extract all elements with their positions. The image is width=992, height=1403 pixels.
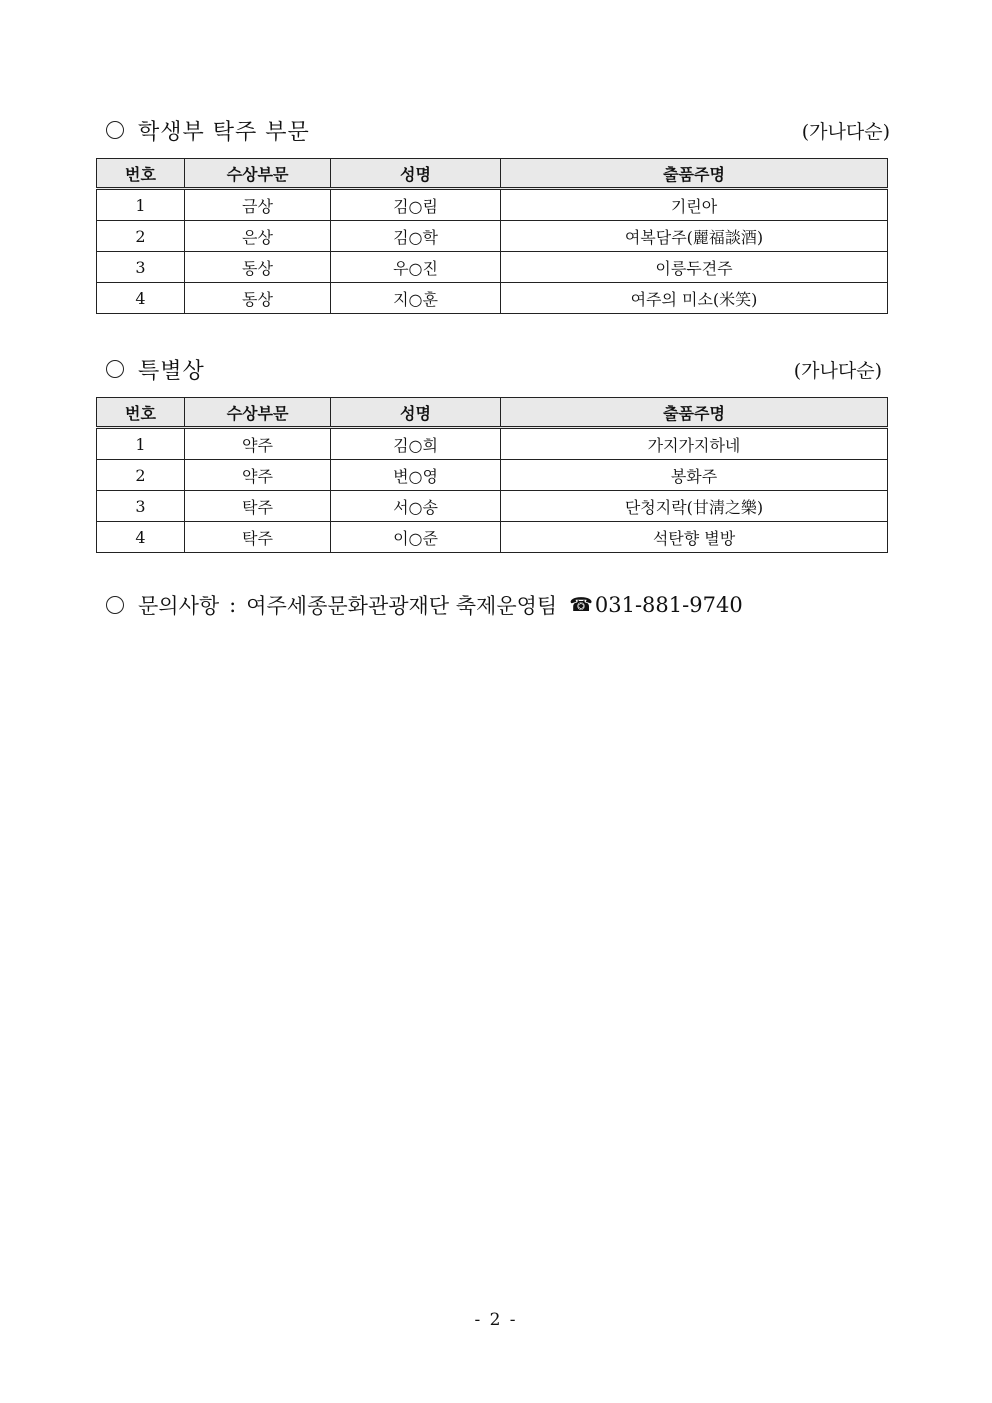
cell-name: 김○학 [331, 221, 501, 252]
cell-award-category: 동상 [185, 252, 331, 283]
table-row [97, 491, 888, 522]
column-header-name: 성명 [331, 159, 501, 189]
cell-product-name: 단청지락(甘淸之樂) [501, 491, 888, 522]
column-header-product-name: 출품주명 [501, 398, 888, 428]
column-header-product-name: 출품주명 [501, 159, 888, 189]
cell-award-category: 약주 [185, 460, 331, 491]
cell-product-name: 봉화주 [501, 460, 888, 491]
inquiry-separator: : [229, 593, 237, 617]
section-2-header [106, 353, 882, 385]
special-award-table [96, 397, 888, 553]
table-row [97, 189, 888, 221]
cell-name: 지○훈 [331, 283, 501, 314]
inquiry-phone-number[interactable]: 031-881-9740 [594, 593, 743, 617]
cell-award-category: 탁주 [185, 522, 331, 553]
telephone-icon: ☎ [569, 594, 593, 616]
section-2-title-text: 특별상 [138, 358, 205, 384]
cell-number: 1 [97, 189, 185, 221]
inquiry-line [106, 590, 743, 620]
cell-award-category: 약주 [185, 428, 331, 460]
inquiry-label: 문의사항 [138, 594, 220, 618]
cell-name: 우○진 [331, 252, 501, 283]
cell-product-name: 가지가지하네 [501, 428, 888, 460]
section-1-title-text: 학생부 탁주 부문 [138, 119, 310, 145]
table-row [97, 221, 888, 252]
cell-product-name: 석탄향 별방 [501, 522, 888, 553]
section-1-title [106, 115, 310, 146]
inquiry-organization: 여주세종문화관광재단 축제운영팀 [246, 594, 558, 618]
cell-number: 4 [97, 522, 185, 553]
cell-product-name: 여복담주(麗福談酒) [501, 221, 888, 252]
table-row [97, 460, 888, 491]
table-row [97, 522, 888, 553]
section-1-header [106, 114, 890, 146]
cell-number: 3 [97, 491, 185, 522]
table-row [97, 428, 888, 460]
section-2-title [106, 354, 205, 385]
student-takju-award-table [96, 158, 888, 314]
cell-number: 4 [97, 283, 185, 314]
cell-product-name: 이릉두견주 [501, 252, 888, 283]
cell-number: 3 [97, 252, 185, 283]
cell-product-name: 기린아 [501, 189, 888, 221]
cell-award-category: 탁주 [185, 491, 331, 522]
cell-number: 2 [97, 460, 185, 491]
cell-name: 변○영 [331, 460, 501, 491]
cell-name: 이○준 [331, 522, 501, 553]
cell-product-name: 여주의 미소(米笑) [501, 283, 888, 314]
cell-award-category: 금상 [185, 189, 331, 221]
column-header-number: 번호 [97, 159, 185, 189]
column-header-name: 성명 [331, 398, 501, 428]
column-header-award-category: 수상부문 [185, 159, 331, 189]
column-header-number: 번호 [97, 398, 185, 428]
circle-bullet-icon [106, 121, 124, 139]
table-header-row [97, 159, 888, 189]
section-1-order-note: (가나다순) [801, 120, 890, 143]
cell-name: 김○희 [331, 428, 501, 460]
column-header-award-category: 수상부문 [185, 398, 331, 428]
circle-bullet-icon [106, 360, 124, 378]
cell-name: 김○림 [331, 189, 501, 221]
table-row [97, 283, 888, 314]
cell-number: 2 [97, 221, 185, 252]
table-header-row [97, 398, 888, 428]
cell-award-category: 동상 [185, 283, 331, 314]
cell-number: 1 [97, 428, 185, 460]
circle-bullet-icon [106, 596, 124, 614]
table-row [97, 252, 888, 283]
cell-name: 서○송 [331, 491, 501, 522]
page-number: - 2 - [474, 1310, 518, 1330]
section-2-order-note: (가나다순) [793, 359, 882, 382]
cell-award-category: 은상 [185, 221, 331, 252]
